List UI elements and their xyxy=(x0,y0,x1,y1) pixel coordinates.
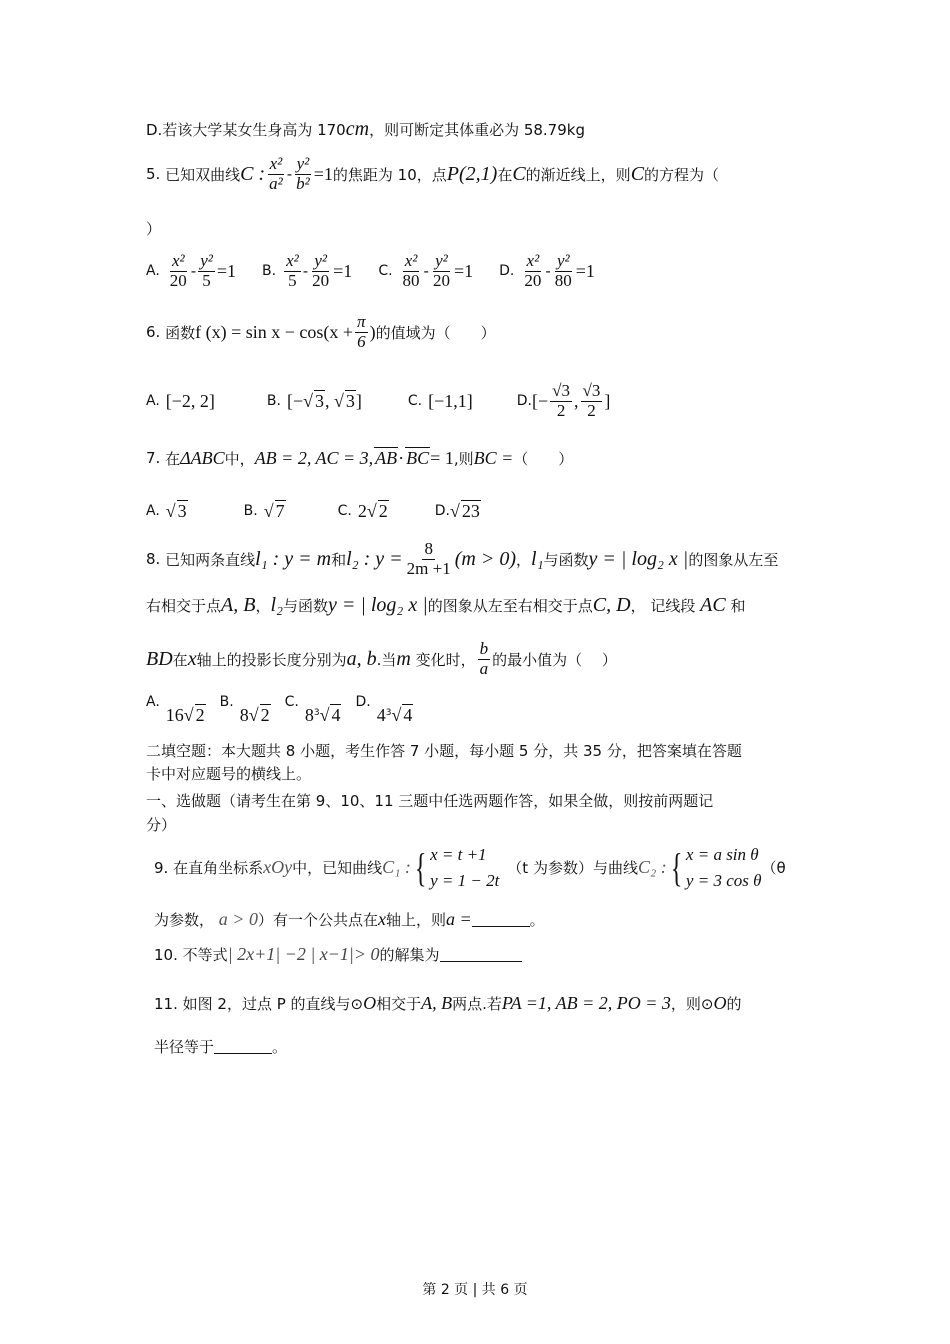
question-10 xyxy=(154,944,522,965)
text: ，则可断定其体重必为 58.79kg xyxy=(369,121,585,139)
math: =1 xyxy=(575,260,595,281)
q5-option-b[interactable]: B. $\frac{\text{x²}}{5}$ - $\frac{\text{y²}}{20}$ =1 xyxy=(262,251,353,290)
text: 若该大学某女生身高为 170 xyxy=(162,121,346,139)
math: PA =1, AB = 2, PO = 3 xyxy=(501,993,671,1013)
q8-option-c[interactable]: C. 8 3 √ 4 xyxy=(284,694,341,725)
math: =1 xyxy=(453,260,474,281)
math: C xyxy=(630,162,645,185)
answer-blank[interactable] xyxy=(214,1039,272,1054)
den: 20 xyxy=(432,270,450,290)
fraction xyxy=(310,252,331,290)
math: | 2x+1| −2 | x−1|> 0 xyxy=(227,944,380,964)
fraction xyxy=(478,640,491,678)
section-2-line1 xyxy=(146,740,742,761)
section-2-line2 xyxy=(146,763,311,784)
num: y² xyxy=(314,251,327,270)
option-label: B. xyxy=(243,503,258,519)
text: 的解集为 xyxy=(379,946,440,964)
text: 的值域为（ ） xyxy=(375,323,496,342)
text: 的最小值为（ ） xyxy=(492,650,617,669)
math: f (x) = sin x − cos(x + xyxy=(195,321,354,342)
option-label: C. xyxy=(337,503,352,519)
option-label: D. xyxy=(516,393,533,410)
q8-option-b[interactable]: B. 8 √ 2 xyxy=(219,694,270,725)
math: A, B xyxy=(221,594,256,616)
fraction xyxy=(550,382,572,420)
text: 的 xyxy=(726,995,742,1013)
q7-option-b[interactable]: B. √ 7 xyxy=(243,500,285,521)
text: 和 xyxy=(730,597,746,615)
math: y = | log₂ x | xyxy=(588,547,689,570)
q6-option-c[interactable] xyxy=(408,391,473,412)
question-number: 5. xyxy=(146,165,161,184)
text: ， 记线段 xyxy=(630,597,696,615)
text: 在 xyxy=(172,650,188,669)
den: 2 xyxy=(587,400,596,420)
text: 的渐近线上，则 xyxy=(525,165,631,184)
math: xOy xyxy=(263,857,293,877)
question-number: 10. xyxy=(154,945,178,964)
option-label: B. xyxy=(262,263,277,280)
q8-option-a[interactable]: A. 16 √ 2 xyxy=(146,694,205,725)
q9-line2 xyxy=(154,909,545,930)
text: .当 xyxy=(376,650,397,669)
math: m xyxy=(396,647,411,670)
question-8 xyxy=(146,540,778,578)
value: [−1,1] xyxy=(428,390,473,411)
text: 在直角坐标系 xyxy=(173,859,264,877)
math: C : xyxy=(240,162,266,185)
q6-option-b[interactable] xyxy=(267,390,362,412)
den: 20 xyxy=(524,270,542,290)
text: （θ xyxy=(761,859,786,877)
math: O xyxy=(363,993,377,1013)
radicand: 3 xyxy=(345,391,355,412)
den: 5 xyxy=(202,270,211,290)
math: C, D xyxy=(592,594,631,616)
radicand: 4 xyxy=(403,705,413,725)
q8-line2 xyxy=(146,594,746,617)
text: 两点.若 xyxy=(452,995,502,1013)
root-index: 3 xyxy=(313,708,320,718)
text: ，则 xyxy=(670,995,701,1013)
q5-option-c[interactable]: C. $\frac{\text{x²}}{80}$ - $\frac{\text{y²}}{20}$ =1 xyxy=(378,251,474,290)
section-1-line2 xyxy=(146,814,176,835)
option-label: B. xyxy=(219,694,234,710)
text: 的图象从左至右相交于点 xyxy=(427,597,593,615)
num: y² xyxy=(556,251,570,270)
math: C₂ : xyxy=(637,857,667,877)
page-footer: 第 2 页 | 共 6 页 xyxy=(422,1282,528,1298)
text: 右相交于点 xyxy=(146,597,222,615)
math: BD xyxy=(146,647,173,670)
text: 在 xyxy=(497,165,513,184)
den: 2 xyxy=(556,400,566,420)
num: √3 xyxy=(582,381,601,400)
radicand: 2 xyxy=(378,501,388,521)
equation: y = 3 cos θ xyxy=(685,870,762,890)
answer-blank[interactable] xyxy=(472,912,530,927)
text: 和 xyxy=(331,550,347,569)
math: P(2,1) xyxy=(446,162,498,185)
question-number: 11. xyxy=(154,994,178,1013)
q11-line2 xyxy=(154,1036,287,1057)
math: O xyxy=(713,993,727,1013)
coef: 16 xyxy=(165,704,184,725)
question-5: 5. 已知双曲线 C : $\frac{\text{x²}}{\text{a²}}$ - $\frac{\text{y²}}{\text{b²}}$ =1 的焦距为 10，点 P(2,1) 在 C 的渐近线上，则 C 的方程为（ xyxy=(146,154,720,193)
radicand: 23 xyxy=(461,501,480,521)
text: 轴上的投影长度分别为 xyxy=(196,650,347,669)
math: =1 xyxy=(333,260,353,281)
value: [− xyxy=(532,390,549,411)
text: 中， xyxy=(224,449,255,468)
system-c2: { x = a sin θ y = 3 cos θ xyxy=(667,842,762,893)
den: 5 xyxy=(288,270,297,290)
den: a² xyxy=(269,173,283,193)
math: · xyxy=(398,447,405,468)
vector: AB xyxy=(375,448,398,468)
option-label: D. xyxy=(499,263,515,280)
option-label: B. xyxy=(266,393,281,410)
text: 如图 2，过点 P 的直线与 xyxy=(182,995,351,1013)
radicand: 4 xyxy=(331,705,341,725)
text: 与函数 xyxy=(543,550,589,569)
radicand: 7 xyxy=(275,501,285,521)
option-label: C. xyxy=(378,263,393,280)
text: 不等式 xyxy=(182,946,228,964)
question-number: 6. xyxy=(146,323,161,342)
math: C xyxy=(512,162,526,185)
text: 函数 xyxy=(165,323,196,342)
fraction xyxy=(522,252,543,290)
q8-line3 xyxy=(146,640,617,678)
circle-symbol: ⊙ xyxy=(700,994,714,1013)
vector: BC xyxy=(406,448,430,468)
answer-blank[interactable] xyxy=(440,947,522,962)
fraction xyxy=(553,252,574,290)
q7-option-c[interactable]: C. 2 √ 2 xyxy=(337,500,388,521)
math: =1 xyxy=(313,163,333,184)
text: （ ） xyxy=(513,449,574,468)
text: 卡中对应题号的横线上。 xyxy=(146,765,312,783)
question-number: 7. xyxy=(146,449,161,467)
text: 在 xyxy=(165,449,181,468)
value: , √ xyxy=(325,390,344,411)
question-9 xyxy=(154,842,786,893)
q5-options xyxy=(146,252,621,290)
option-label: A. xyxy=(146,263,160,280)
section-heading: 一、选做题（请考生在第 9、10、11 三题中任选两题作答，如果全做，则按前两题记 xyxy=(146,792,714,810)
math: l₁ xyxy=(531,547,544,570)
den: 20 xyxy=(169,270,187,290)
q4-option-d xyxy=(146,118,585,141)
q7-option-d[interactable]: D. √ 23 xyxy=(434,500,480,521)
option-label: A. xyxy=(146,694,160,710)
math: l₂ : y = xyxy=(346,547,403,570)
question-6 xyxy=(146,313,496,351)
math: ΔABC xyxy=(180,447,225,468)
value: , xyxy=(574,390,579,411)
section-1-line1 xyxy=(146,790,713,811)
den: 20 xyxy=(312,270,330,290)
math: AB = 2, AC = 3, xyxy=(254,447,374,468)
q6-option-a[interactable] xyxy=(146,391,215,412)
equation: y = 1 − 2t xyxy=(430,870,500,890)
q7-option-a[interactable]: A. √ 3 xyxy=(146,500,187,521)
math: (m > 0) xyxy=(454,547,516,570)
q8-option-d[interactable]: D. 4 3 √ 4 xyxy=(355,694,413,725)
coef: 8 xyxy=(239,704,249,725)
text: 的图象从左至 xyxy=(688,550,779,569)
section-heading: 二填空题：本大题共 8 小题，考生作答 7 小题，每小题 5 分，共 35 分，把答案填在答题 xyxy=(146,742,742,760)
coef: 2 xyxy=(357,500,367,521)
text: （t 为参数）与曲线 xyxy=(507,859,638,877)
text: 已知两条直线 xyxy=(165,550,256,569)
math: a, b xyxy=(346,647,377,670)
text: 变化时， xyxy=(415,650,476,669)
coef: 8 xyxy=(304,704,314,725)
circle-symbol: ⊙ xyxy=(350,994,364,1013)
den: a xyxy=(479,658,489,678)
fraction xyxy=(431,252,452,290)
fraction xyxy=(168,252,189,290)
text: 为参数， xyxy=(154,911,215,929)
q5-close xyxy=(146,218,161,239)
q7-options xyxy=(146,500,507,522)
q6-options xyxy=(146,382,636,420)
value: ] xyxy=(604,390,611,411)
math: =1 xyxy=(216,260,237,281)
fraction xyxy=(294,155,312,193)
math: = 1 xyxy=(430,447,454,468)
math: C₁ : xyxy=(382,857,411,877)
den: 80 xyxy=(402,270,420,290)
fraction xyxy=(284,252,301,290)
equation: x = t +1 xyxy=(430,845,487,864)
num: x² xyxy=(526,251,540,270)
num: y² xyxy=(435,251,448,270)
math: A, B xyxy=(421,993,453,1013)
den: 80 xyxy=(554,270,572,290)
num: √3 xyxy=(552,381,571,400)
den: 2m +1 xyxy=(406,558,451,578)
fraction xyxy=(401,252,422,290)
num: y² xyxy=(296,154,310,173)
num: π xyxy=(357,312,366,331)
num: x² xyxy=(286,251,299,270)
q5-option-a[interactable]: A. $\frac{\text{x²}}{20}$ - $\frac{\text{y²}}{5}$ =1 xyxy=(146,251,237,290)
option-label: C. xyxy=(284,694,299,710)
math: a > 0 xyxy=(218,909,258,929)
num: x² xyxy=(404,251,418,270)
system-c1: { x = t +1 y = 1 − 2t xyxy=(411,842,499,893)
num: y² xyxy=(200,251,213,270)
text: 分） xyxy=(146,816,177,834)
unit: cm xyxy=(345,118,370,140)
equation: x = a sin θ xyxy=(685,845,759,864)
text: 。 xyxy=(529,911,545,929)
option-label: A. xyxy=(146,393,160,410)
q8-options xyxy=(146,694,439,726)
value: [−√ xyxy=(286,390,314,411)
radicand: 3 xyxy=(177,501,187,521)
q5-option-d[interactable]: D. $\frac{\text{x²}}{20}$ - $\frac{\text{y²}}{80}$ =1 xyxy=(499,251,595,290)
math: x xyxy=(187,647,197,670)
text: ， xyxy=(516,550,532,569)
fraction xyxy=(405,540,453,578)
value: [−2, 2] xyxy=(165,390,215,411)
root-index: 3 xyxy=(385,708,392,718)
option-label: D. xyxy=(355,694,371,710)
den: 6 xyxy=(357,331,366,351)
option-label: A. xyxy=(146,503,160,519)
text: ）有一个公共点在 xyxy=(257,911,378,929)
text: 半径等于 xyxy=(154,1038,215,1056)
math: l₂ xyxy=(270,594,283,616)
option-label: D. xyxy=(434,503,450,519)
question-7 xyxy=(146,447,573,469)
num: b xyxy=(479,639,489,658)
radicand: 2 xyxy=(260,705,270,725)
math: x xyxy=(377,909,386,929)
text: 与函数 xyxy=(282,597,328,615)
fraction xyxy=(267,155,285,193)
math: a = xyxy=(445,909,472,929)
question-number: 9. xyxy=(154,858,169,877)
math: ) xyxy=(369,321,376,342)
math: AC xyxy=(700,594,726,616)
num: x² xyxy=(269,154,283,173)
text: 已知双曲线 xyxy=(165,165,241,184)
coef: 4 xyxy=(376,704,386,725)
text: 相交于 xyxy=(376,995,422,1013)
text: 中，已知曲线 xyxy=(292,859,383,877)
num: x² xyxy=(171,251,185,270)
math: l₁ : y = m xyxy=(255,547,332,570)
question-11 xyxy=(154,993,741,1014)
text: ， xyxy=(255,597,271,615)
num: 8 xyxy=(424,539,433,558)
text: 。 xyxy=(272,1038,288,1056)
fraction xyxy=(355,313,368,351)
radicand: 2 xyxy=(195,705,205,725)
fraction xyxy=(581,382,603,420)
text: 的焦距为 10，点 xyxy=(332,165,447,184)
text: ,则 xyxy=(453,449,474,468)
question-number: 8. xyxy=(146,550,161,569)
text: ） xyxy=(146,220,162,238)
radicand: 3 xyxy=(315,391,325,412)
fraction xyxy=(198,252,215,290)
value: ] xyxy=(355,390,362,411)
option-label: D. xyxy=(146,120,163,139)
option-label: C. xyxy=(407,393,423,410)
text: 的方程为（ xyxy=(644,165,720,184)
q6-option-d[interactable] xyxy=(517,382,611,420)
math: BC = xyxy=(473,447,514,468)
math: y = | log₂ x | xyxy=(328,594,428,616)
den: b² xyxy=(296,173,310,193)
text: 轴上，则 xyxy=(385,911,446,929)
